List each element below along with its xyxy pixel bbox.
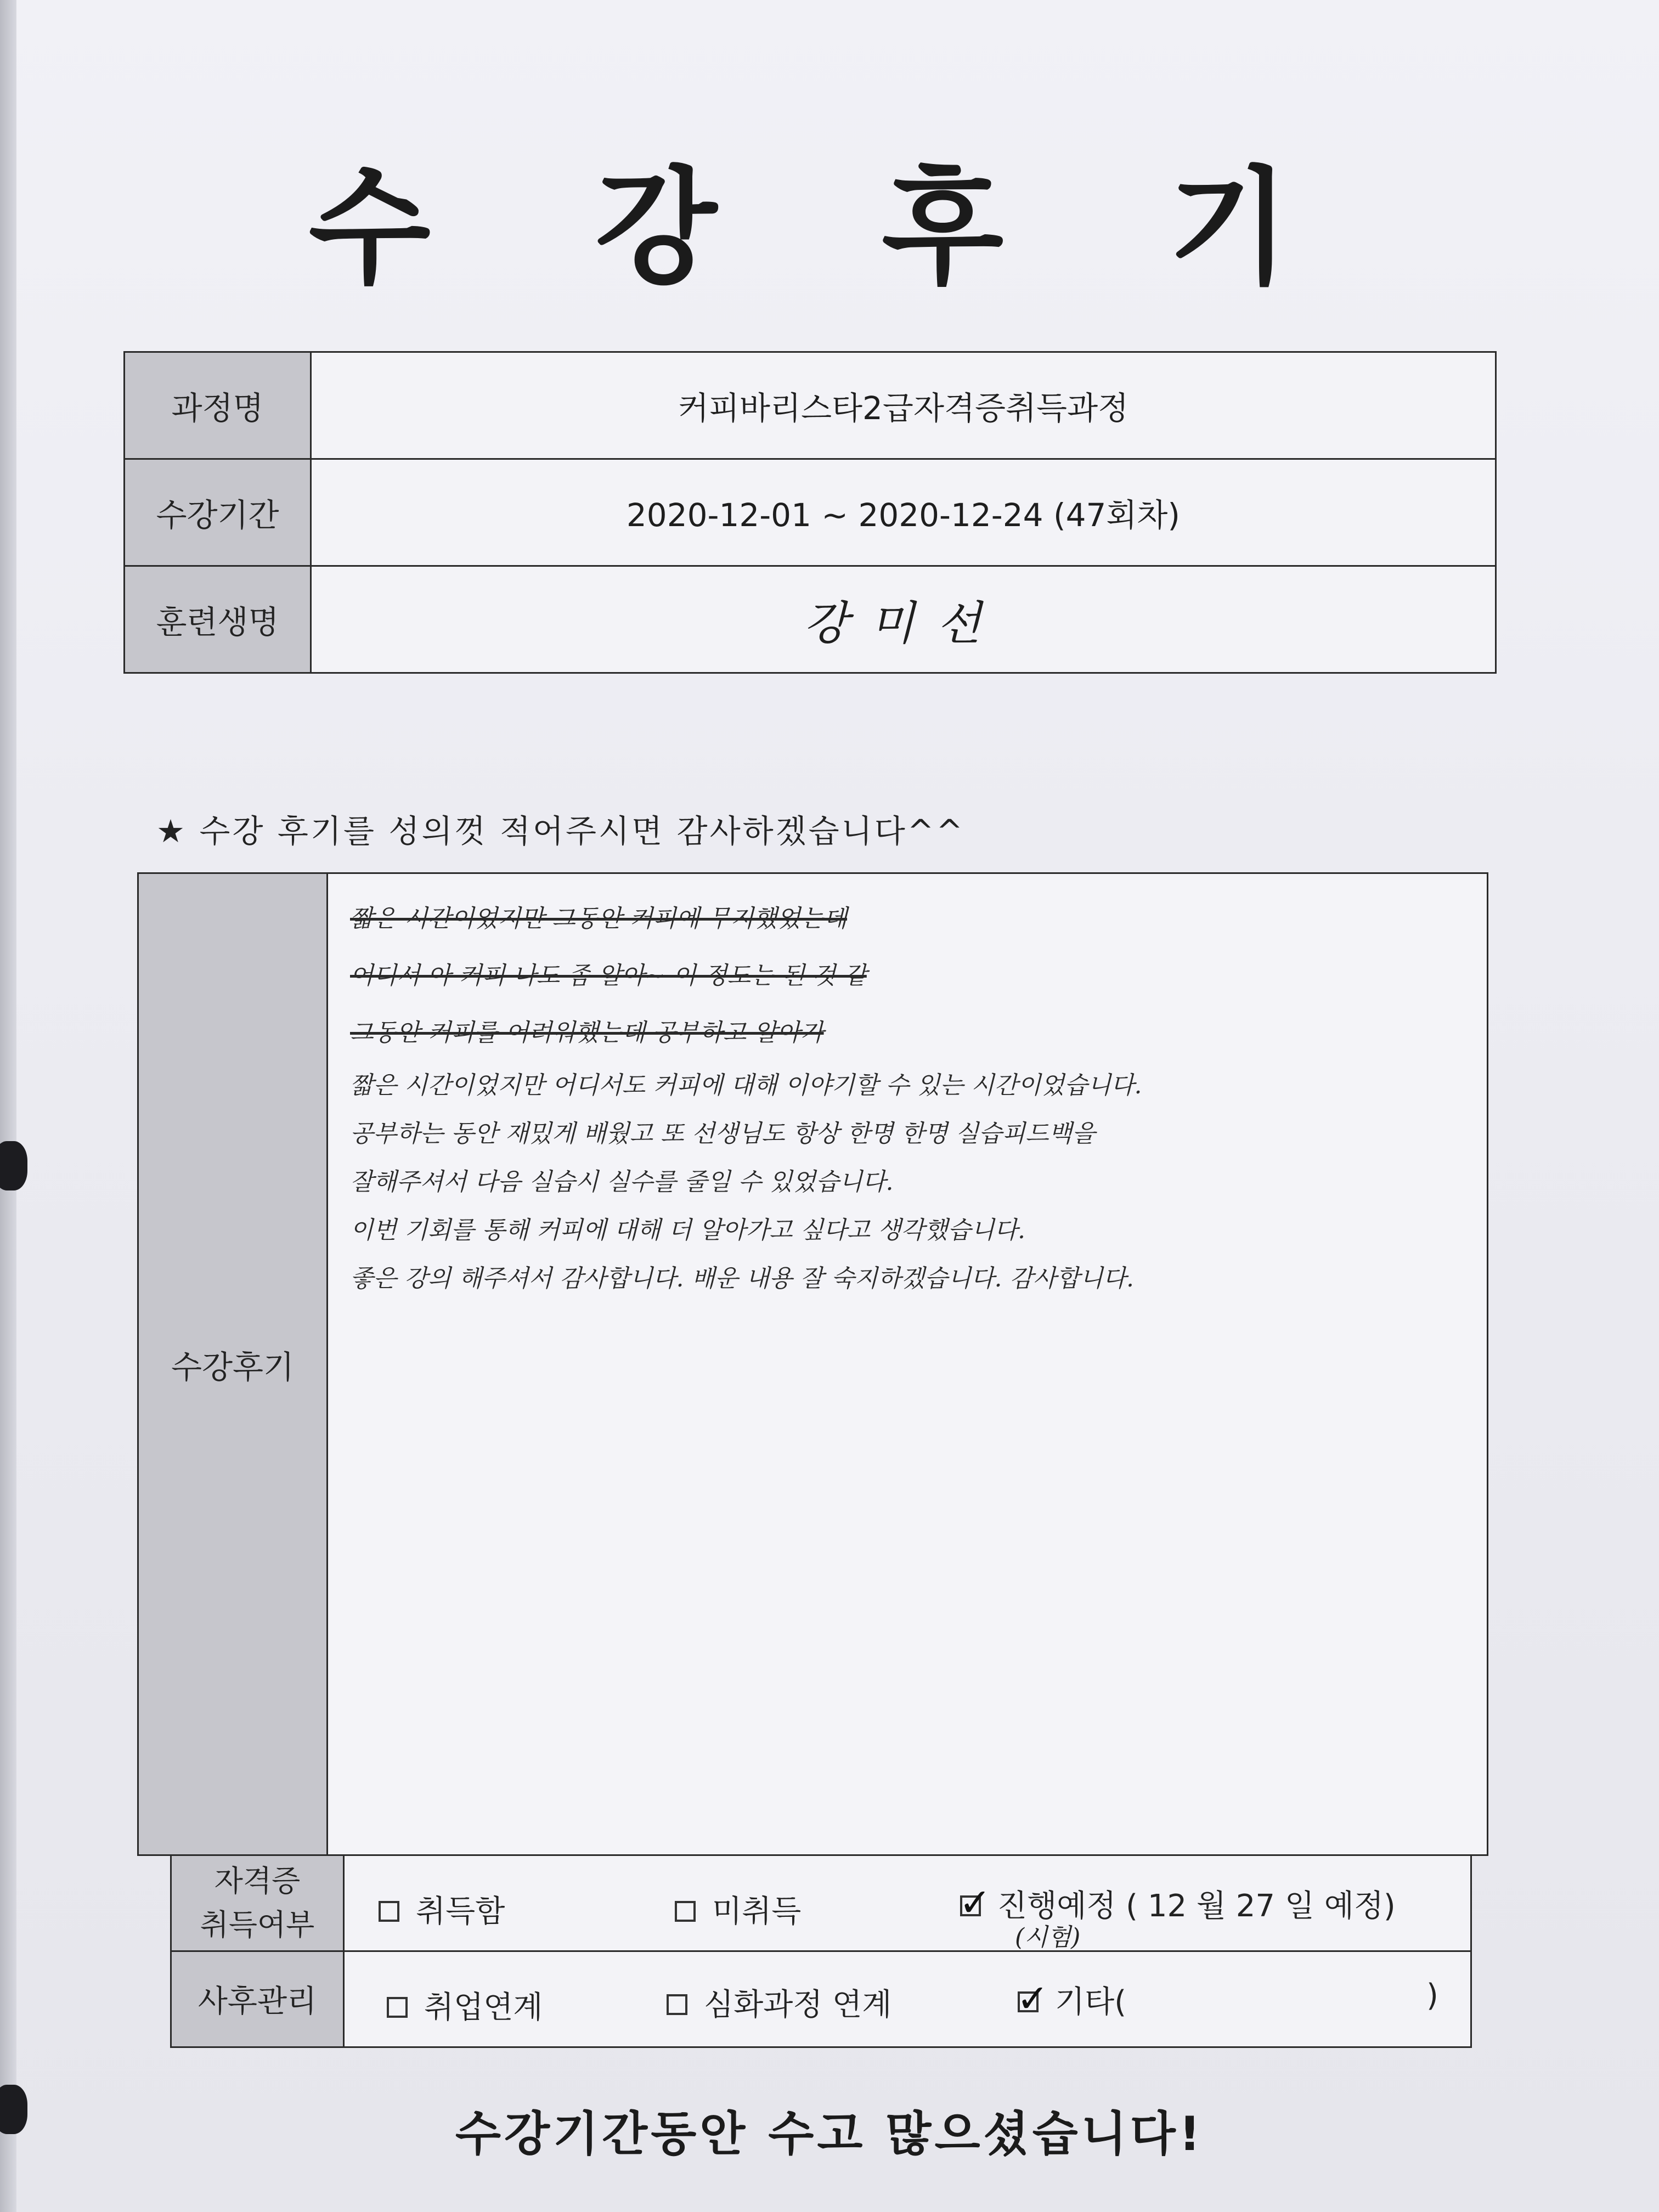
review-table bbox=[137, 872, 1488, 1856]
option-other-label: 기타( bbox=[1055, 1984, 1127, 2020]
option-job-link[interactable] bbox=[387, 1983, 543, 2027]
option-not-acquired[interactable] bbox=[675, 1887, 801, 1931]
checkbox-advanced-course[interactable] bbox=[667, 1994, 687, 2015]
option-advanced-course-label: 심화과정 연계 bbox=[704, 1987, 892, 2023]
checkbox-acquired[interactable] bbox=[379, 1901, 399, 1922]
option-scheduled-label: 진행예정 ( 12 월 27 일 예정) bbox=[997, 1888, 1396, 1924]
course-name-value: 커피바리스타2급자격증취득과정 bbox=[311, 352, 1496, 459]
punch-hole bbox=[0, 1141, 27, 1190]
trainee-name-label: 훈련생명 bbox=[125, 566, 311, 673]
handwritten-note: (시험) bbox=[1015, 1923, 1081, 1951]
instruction-note: ★ 수강 후기를 성의껏 적어주시면 감사하겠습니다^^ bbox=[156, 812, 965, 850]
option-advanced-course[interactable] bbox=[667, 1980, 891, 2024]
checkbox-other[interactable] bbox=[1017, 1976, 1049, 2021]
check-mark-icon: ✓ bbox=[959, 1880, 991, 1925]
review-line: 이번 기회를 통해 커피에 대해 더 알아가고 싶다고 생각했습니다. bbox=[350, 1216, 1025, 1244]
review-line: 공부하는 동안 재밌게 배웠고 또 선생님도 항상 한명 한명 실습피드백을 bbox=[350, 1120, 1096, 1148]
option-acquired[interactable] bbox=[379, 1887, 505, 1931]
struck-review-line: 어디서 아 커피 나도 좀 알아~ 이 정도는 된 것 같 bbox=[350, 962, 867, 990]
certificate-label bbox=[171, 1855, 344, 1951]
footer-message: 수강기간동안 수고 많으셨습니다! bbox=[455, 2107, 1204, 2162]
aftercare-label: 사후관리 bbox=[171, 1951, 344, 2047]
checkbox-scheduled[interactable] bbox=[959, 1880, 991, 1925]
option-not-acquired-label: 미취득 bbox=[712, 1894, 802, 1929]
trainee-name-value: 강미선 bbox=[311, 566, 1496, 673]
struck-review-line: 짧은 시간이었지만 그동안 커피에 무지했었는데 bbox=[350, 905, 848, 933]
option-acquired-label: 취득함 bbox=[416, 1894, 505, 1929]
course-info-table bbox=[123, 351, 1497, 674]
review-line: 잘해주셔서 다음 실습시 실수를 줄일 수 있었습니다. bbox=[350, 1168, 894, 1196]
review-line: 짧은 시간이었지만 어디서도 커피에 대해 이야기할 수 있는 시간이었습니다. bbox=[350, 1071, 1142, 1099]
checkbox-job-link[interactable] bbox=[387, 1997, 408, 2018]
page-title: 수 강 후 기 bbox=[308, 155, 1351, 302]
option-other-close: ) bbox=[1426, 1978, 1438, 2013]
period-value: 2020-12-01 ~ 2020-12-24 (47회차) bbox=[311, 459, 1496, 566]
binder-edge bbox=[0, 0, 16, 2212]
check-mark-icon: ✓ bbox=[1017, 1976, 1049, 2021]
checkbox-not-acquired[interactable] bbox=[675, 1901, 696, 1922]
review-text-area bbox=[328, 873, 1488, 1855]
period-label: 수강기간 bbox=[125, 459, 311, 566]
option-job-link-label: 취업연계 bbox=[424, 1990, 543, 2025]
course-name-label: 과정명 bbox=[125, 352, 311, 459]
struck-review-line: 그동안 커피를 어려워했는데 공부하고 알아가 bbox=[350, 1019, 824, 1047]
option-other[interactable] bbox=[1018, 1978, 1126, 2022]
review-label: 수강후기 bbox=[138, 873, 328, 1855]
certificate-label-line2: 취득여부 bbox=[200, 1908, 315, 1942]
certificate-label-line1: 자격증 bbox=[214, 1864, 301, 1898]
review-line: 좋은 강의 해주셔서 감사합니다. 배운 내용 잘 숙지하겠습니다. 감사합니다. bbox=[350, 1265, 1134, 1293]
